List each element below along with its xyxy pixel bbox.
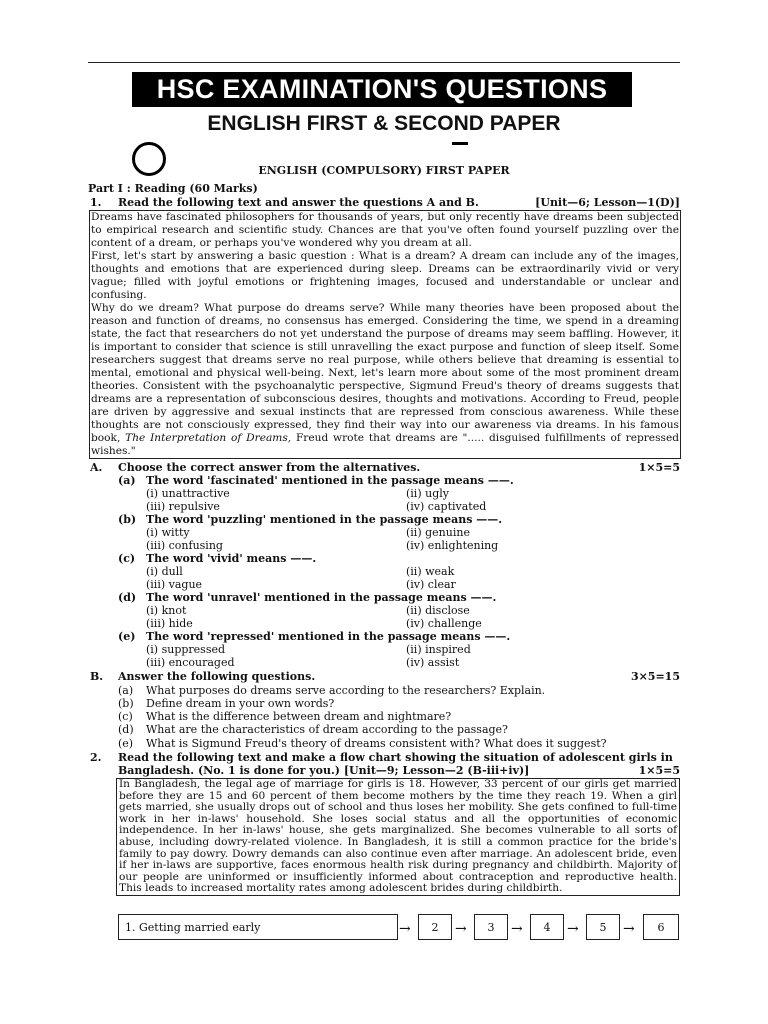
flow-box-label: 1. Getting married early [125, 921, 261, 934]
flow-box-6[interactable] [643, 914, 679, 940]
section-b-letter: B. [90, 670, 104, 683]
mcq-letter: (c) [118, 552, 136, 565]
mcq-option: (iii) encouraged [146, 656, 235, 669]
mcq-option: (ii) inspired [406, 643, 471, 656]
arrow-right-icon: → [511, 921, 523, 937]
page-subtitle: ENGLISH FIRST & SECOND PAPER [207, 112, 561, 135]
mcq-option: (ii) ugly [406, 487, 449, 500]
q2-number: 2. [90, 751, 102, 764]
flow-box-label: 6 [657, 921, 665, 934]
mcq-option: (iii) confusing [146, 539, 223, 552]
page-banner: HSC EXAMINATION'S QUESTIONS [132, 72, 632, 107]
short-question-text: What purposes do dreams serve according to the researchers? Explain. [146, 684, 546, 697]
passage-2-box [116, 778, 680, 896]
section-b-marks: 3×5=15 [630, 670, 680, 683]
passage-1-para-3 [91, 302, 679, 458]
arrow-right-icon: → [455, 921, 467, 937]
passage-1-para-3-text: Why do we dream? What purpose do dreams serve? While many theories have been proposed about the reason and function of dreams, no consensus has emerged. Considering the time, we spend in a dreaming state, the fact that researchers do not yet understand the purpose of dreams may seem baffling. However, it is important to consider that science is still unravelling the exact purpose and function of sleep itself. Some researchers suggest that dreams serve no real purpose, while others believe that dreaming is essential to mental, emotional and physical well-being. Next, let's learn more about some of the most prominent dream theories. Consistent with the psychoanalytic perspective, Sigmund Freud's theory of dreams suggests that dreams are a representation of subconscious desires, thoughts and motivations. According to Freud, people are driven by aggressive and sexual instincts that are repressed from conscious awareness. While these thoughts are not consciously expressed, they find their way into our awareness via dreams. In his famous book, [91, 302, 679, 444]
q2-marks: 1×5=5 [638, 764, 680, 777]
mcq-option: (ii) genuine [406, 526, 470, 539]
q2-instruction-line1: Read the following text and make a flow chart showing the situation of adolescent girls in [118, 751, 673, 764]
mcq-option: (iii) repulsive [146, 500, 220, 513]
short-question-letter: (e) [118, 737, 134, 750]
mcq-option: (i) witty [146, 526, 190, 539]
passage-1-para-1: Dreams have fascinated philosophers for thousands of years, but only recently have dreams been subjected to empirical research and scientific study. Chances are that you've often found yourself puzzling over the content of a dream, or perhaps you've wondered why you dream at all. [91, 211, 679, 249]
mcq-option: (iv) enlightening [406, 539, 499, 552]
mcq-option: (i) knot [146, 604, 187, 617]
short-question-text: What is the difference between dream and nightmare? [146, 710, 452, 723]
mcq-option: (ii) weak [406, 565, 455, 578]
q1-instruction: Read the following text and answer the questions A and B. [118, 196, 479, 209]
part-heading [88, 182, 680, 195]
section-a-marks: 1×5=5 [638, 461, 680, 474]
title-dash [452, 142, 468, 145]
part-heading-text: Part I : Reading (60 Marks) [88, 182, 258, 195]
short-question-letter: (b) [118, 697, 134, 710]
book-title: The Interpretation of Dreams, [125, 432, 292, 444]
arrow-right-icon: → [399, 921, 411, 937]
passage-2-text: In Bangladesh, the legal age of marriage for girls is 18. However, 33 percent of our girls get married before they are 15 and 60 percent of them become mothers by the time they reach 19. When a girl gets married, she usually drops out of school and thus loses her mobility. She gets confined to full-time work in her in-laws' household. She loses social status and all the opportunities of economic independence. In her in-laws' house, she gets marginalized. She becomes vulnerable to all sorts of abuse, including dowry-related violence. In Bangladesh, it is still a common practice for the bride's family to pay dowry. Dowry demands can also continue even after marriage. An adolescent bride, even if her in-laws are supportive, faces enormous health risk during pregnancy and childbirth. Majority of our people are uninformed or insufficiently informed about contraception and reproductive health. This leads to increased mortality rates among adolescent brides during childbirth. [119, 778, 677, 895]
flow-box-3[interactable] [474, 914, 508, 940]
mcq-question: The word 'fascinated' mentioned in the passage means ——. [146, 474, 514, 487]
mcq-option: (iv) captivated [406, 500, 487, 513]
flow-box-label: 5 [599, 921, 607, 934]
short-question-text: What is Sigmund Freud's theory of dreams consistent with? What does it suggest? [146, 737, 607, 750]
q2-instruction-line2: Bangladesh. (No. 1 is done for you.) [Unit—9; Lesson—2 (B-iii+iv)] [118, 764, 530, 777]
flow-box-label: 2 [431, 921, 439, 934]
mcq-option: (iv) challenge [406, 617, 482, 630]
section-a-instruction: Choose the correct answer from the alternatives. [118, 461, 421, 474]
mcq-question: The word 'vivid' means ——. [146, 552, 317, 565]
mcq-option: (i) dull [146, 565, 183, 578]
mcq-letter: (a) [118, 474, 136, 487]
mcq-option: (ii) disclose [406, 604, 470, 617]
flow-box-label: 4 [543, 921, 551, 934]
mcq-option: (iii) hide [146, 617, 193, 630]
mcq-option: (i) suppressed [146, 643, 226, 656]
mcq-question: The word 'puzzling' mentioned in the passage means ——. [146, 513, 503, 526]
short-question-text: What are the characteristics of dream according to the passage? [146, 723, 508, 736]
mcq-option: (iii) vague [146, 578, 203, 591]
mcq-letter: (b) [118, 513, 137, 526]
flow-box-5[interactable] [586, 914, 620, 940]
paper-title: ENGLISH (COMPULSORY) FIRST PAPER [258, 164, 510, 177]
passage-1-box [89, 210, 681, 459]
passage-1-para-3-end: Freud wrote that dreams are "..... disguised fulfillments of repressed wishes." [91, 432, 679, 457]
flow-box-label: 3 [487, 921, 495, 934]
mcq-letter: (e) [118, 630, 136, 643]
short-question-letter: (d) [118, 723, 134, 736]
q1-number: 1. [90, 196, 102, 209]
top-rule [88, 62, 680, 63]
arrow-right-icon: → [623, 921, 635, 937]
short-question-text: Define dream in your own words? [146, 697, 335, 710]
mcq-option: (iv) clear [406, 578, 456, 591]
flow-box-1 [118, 914, 398, 940]
section-b-instruction: Answer the following questions. [118, 670, 316, 683]
mcq-question: The word 'unravel' mentioned in the passage means ——. [146, 591, 497, 604]
flow-box-2[interactable] [418, 914, 452, 940]
short-question-letter: (a) [118, 684, 134, 697]
mcq-option: (iv) assist [406, 656, 460, 669]
mcq-option: (i) unattractive [146, 487, 230, 500]
mcq-letter: (d) [118, 591, 137, 604]
passage-1-para-2: First, let's start by answering a basic question : What is a dream? A dream can include any of the images, thoughts and emotions that are experienced during sleep. Dreams can be extraordinarily vivid or very vague; filled with joyful emotions or frightening images, focused and understandable or unclear and confusing. [91, 250, 679, 301]
flow-box-4[interactable] [530, 914, 564, 940]
short-question-letter: (c) [118, 710, 133, 723]
section-a-letter: A. [90, 461, 103, 474]
q1-reference: [Unit—6; Lesson—1(D)] [535, 196, 680, 209]
mcq-question: The word 'repressed' mentioned in the passage means ——. [146, 630, 511, 643]
arrow-right-icon: → [567, 921, 579, 937]
